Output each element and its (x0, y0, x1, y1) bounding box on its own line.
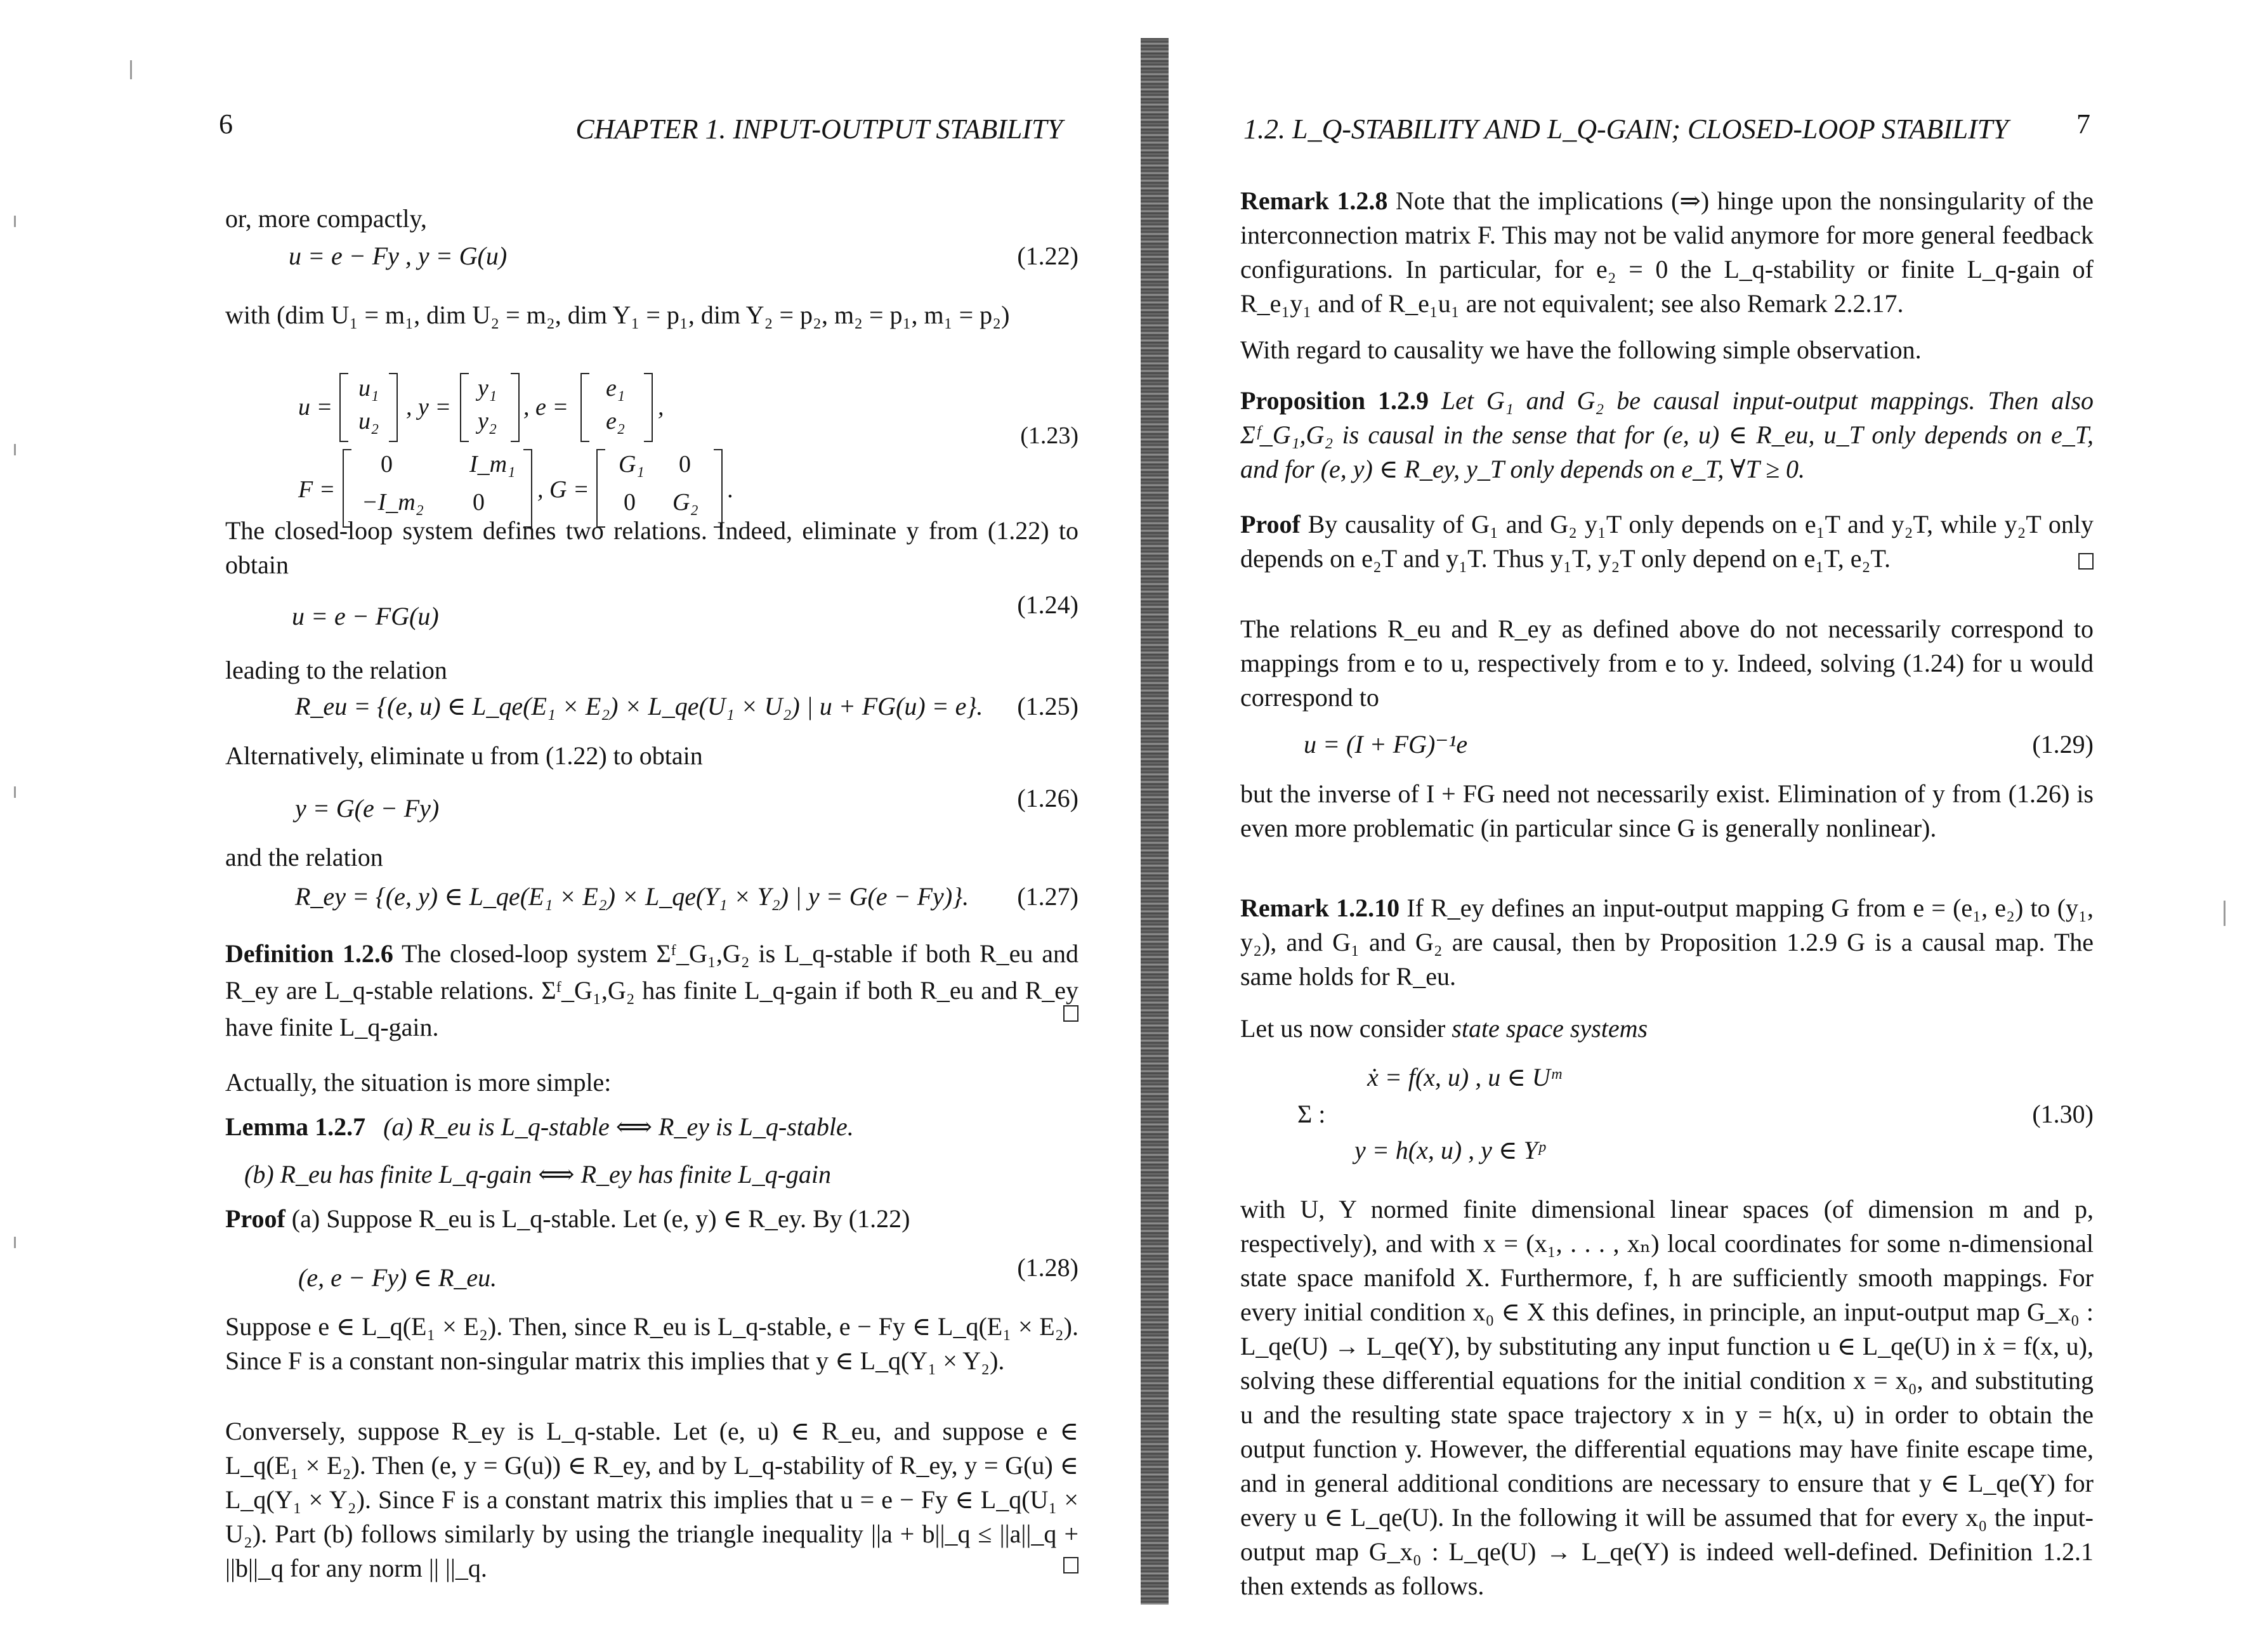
equation-number: (1.26) (1017, 784, 1078, 812)
equation-number: (1.29) (2032, 730, 2094, 759)
paragraph: or, more compactly, (225, 204, 427, 233)
bracket (389, 373, 398, 442)
qed-box (2078, 553, 2094, 570)
equation-number: (1.25) (1017, 692, 1078, 720)
margin-mark (130, 60, 132, 79)
equation-body: R_ey = {(e, y) ∈ L_qe(E₁ × E₂) × L_qe(Y₁ × Y₂) | y = G(e − Fy)}. (295, 882, 969, 911)
paragraph: and the relation (225, 843, 383, 871)
remark-text: Note that the implications (⇒) hinge upon the nonsingularity of the interconnection matrix F. This may not be valid anymore for more general feedback configurations. In particular, for e₂ = 0 the L_q-stability or finite L_q-gain of R_e₁y₁ and of R_e₁u₁ are not equivalent; see also Remark 2.2.17. (1240, 186, 2094, 318)
paragraph: with U, Y normed finite dimensional linear spaces (of dimension m and p, respectively), and with x = (x₁, . . . , xₙ) local coordinates for some n-dimensional state space manifold X. Furthermore, f, h are sufficiently smooth mappings. For every initial condition x₀ ∈ X this defines, in principle, an input-output map G_x₀ : L_qe(U) → L_qe(Y), by substituting any input function u ∈ L_qe(U) in ẋ = f(x, u), solving these differential equations for the initial condition x = x₀, and substituting u and the resulting state space trajectory x in y = h(x, u) in order to obtain the output function y. However, the differential equations may have finite escape time, and in general additional conditions are necessary to ensure that y ∈ L_qe(Y) for every u ∈ L_qe(U). In the following it will be assumed that for every x₀ the input-output map G_x₀ : L_qe(U) → L_qe(Y) is indeed well-defined. Definition 1.2.1 then extends as follows. (1240, 1195, 2094, 1600)
paragraph (1240, 1012, 2094, 1046)
equation-body: u = (I + FG)⁻¹e (1304, 730, 1468, 759)
paragraph: With regard to causality we have the following simple observation. (1240, 335, 1922, 364)
equation-1-30 (1240, 1056, 2094, 1183)
paragraph: The relations R_eu and R_ey as defined above do not necessarily correspond to mappings from e to u, respectively from e to y. Indeed, solving (1.24) for u would correspond to (1240, 615, 2094, 712)
equation-number: (1.27) (1017, 882, 1078, 911)
equation-1-24 (225, 590, 1078, 628)
proof-right (1240, 507, 2094, 576)
punctuation: , (658, 394, 664, 420)
equation-number: (1.28) (1017, 1253, 1078, 1282)
lemma-part-b: (b) R_eu has finite L_q-gain ⟺ R_ey has finite L_q-gain (244, 1160, 832, 1189)
equation-1-27 (225, 882, 1078, 920)
equation-1-25 (225, 691, 1078, 729)
paragraph: with (dim U₁ = m₁, dim U₂ = m₂, dim Y₁ = p₁, dim Y₂ = p₂, m₂ = p₁, m₁ = p₂) (225, 301, 1010, 329)
sigma-label: Σ : (1297, 1100, 1326, 1128)
margin-mark (14, 444, 16, 455)
matrix-entry: 0 (624, 489, 636, 516)
paragraph: Actually, the situation is more simple: (225, 1068, 612, 1097)
equation-body: (e, e − Fy) ∈ R_eu. (298, 1263, 497, 1292)
right-text-column (1240, 0, 2094, 1635)
e-label: , e = (523, 394, 569, 420)
paragraph: Alternatively, eliminate u from (1.22) to obtain (225, 741, 703, 770)
equation-1-28 (225, 1253, 1078, 1291)
paragraph: but the inverse of I + FG need not necessarily exist. Elimination of y from (1.26) is even more problematic (in particular since G is generally nonlinear). (1240, 779, 2094, 842)
u-label: u = (298, 394, 333, 420)
bracket (511, 373, 520, 442)
lemma-part-b-line (244, 1157, 1078, 1192)
right-page (1142, 0, 2268, 1635)
bracket (339, 373, 348, 442)
proposition-label: Proposition 1.2.9 (1240, 386, 1429, 415)
equation-body: R_eu = {(e, u) ∈ L_qe(E₁ × E₂) × L_qe(U₁ × U₂) | u + FG(u) = e}. (295, 692, 983, 720)
page-number: 6 (219, 108, 233, 140)
paragraph: Conversely, suppose R_ey is L_q-stable. Let (e, u) ∈ R_eu, and suppose e ∈ L_q(E₁ × E₂). Then (e, y = G(u)) ∈ R_ey, and by L_q-stability of R_ey, y = G(u) ∈ L_q(Y₁ × Y₂). Since F is a constant matrix this implies that u = e − Fy ∈ L_q(U₁ × U₂). Part (b) follows similarly by using the triangle inequality ||a + b||_q ≤ ||a||_q + ||b||_q for any norm || ||_q. (225, 1417, 1078, 1582)
equation-body: y = G(e − Fy) (295, 794, 440, 823)
definition-text: The closed-loop system Σᶠ_G₁,G₂ is L_q-stable if both R_eu and R_ey are L_q-stable relations. Σᶠ_G₁,G₂ has finite L_q-gain if both R_eu and R_ey have finite L_q-gain. (225, 939, 1078, 1041)
vector-entry: u₁ (358, 375, 379, 401)
matrix-entry: 0 (381, 451, 393, 478)
proof-label: Proof (225, 1204, 285, 1233)
equation-body: u = e − FG(u) (292, 602, 439, 630)
matrix-entry: G₁ (619, 451, 645, 478)
definition-1-2-6 (225, 935, 1078, 1046)
vector-entry: e₂ (606, 408, 626, 434)
remark-1-2-10 (1240, 891, 2094, 994)
page-number: 7 (2076, 108, 2090, 140)
remark-label: Remark 1.2.10 (1240, 894, 1400, 922)
qed-box (1063, 1557, 1078, 1573)
running-header: 1.2. L_Q-STABILITY AND L_Q-GAIN; CLOSED-LOOP STABILITY (1243, 114, 2009, 145)
remark-text: If R_ey defines an input-output mapping G from e = (e₁, e₂) to (y₁, y₂), and G₁ and G₂ are causal, then by Proposition 1.2.9 G is a causal map. The same holds for R_eu. (1240, 894, 2094, 991)
bracket (460, 373, 469, 442)
proposition-1-2-9 (1240, 384, 2094, 486)
vector-entry: y₂ (478, 408, 497, 434)
definition-label: Definition 1.2.6 (225, 939, 393, 968)
vector-entry: y₁ (478, 375, 497, 401)
proof-text: (a) Suppose R_eu is L_q-stable. Let (e, y) ∈ R_ey. By (1.22) (291, 1204, 910, 1233)
left-text-column (225, 0, 1078, 1635)
margin-mark (14, 786, 16, 798)
margin-mark (2224, 901, 2225, 926)
emphasis: state space systems (1452, 1014, 1648, 1043)
equation-body: u = e − Fy , y = G(u) (289, 242, 508, 270)
remark-1-2-8 (1240, 184, 2094, 321)
paragraph: The closed-loop system defines two relations. Indeed, eliminate y from (1.22) to obtain (225, 516, 1078, 579)
bracket (580, 373, 589, 442)
proof-left (225, 1202, 1078, 1236)
margin-mark (14, 216, 16, 227)
paragraph: Suppose e ∈ L_q(E₁ × E₂). Then, since R_eu is L_q-stable, e − Fy ∈ L_q(E₁ × E₂). Since F is a constant non-singular matrix this implies that y ∈ L_q(Y₁ × Y₂). (225, 1312, 1078, 1375)
matrix-entry: −I_m₂ (362, 489, 424, 516)
matrix-entry: 0 (473, 489, 485, 516)
vector-entry: u₂ (358, 408, 379, 434)
y-label: , y = (406, 394, 452, 420)
paragraph-text: Let us now consider (1240, 1014, 1452, 1043)
proof-label: Proof (1240, 510, 1301, 538)
proof-text: By causality of G₁ and G₂ y₁T only depends on e₁T and y₂T, while y₂T only depends on e₂T and y₁T. Thus y₁T, y₂T only depend on e₁T, e₂T. (1240, 510, 2094, 573)
lemma-part-a: (a) R_eu is L_q-stable ⟺ R_ey is L_q-stable. (383, 1112, 854, 1141)
output-equation: y = h(x, u) , y ∈ Yᵖ (1354, 1136, 1545, 1164)
equation-number: (1.24) (1017, 590, 1078, 619)
running-header: CHAPTER 1. INPUT-OUTPUT STABILITY (575, 114, 1063, 145)
bracket (644, 373, 653, 442)
G-label: , G = (537, 476, 589, 503)
equation-1-29 (1240, 729, 2094, 767)
lemma-1-2-7 (225, 1110, 1078, 1144)
state-equation: ẋ = f(x, u) , u ∈ Uᵐ (1367, 1063, 1561, 1091)
equation-number: (1.22) (1017, 242, 1078, 270)
matrix-entry: G₂ (672, 489, 698, 516)
remark-label: Remark 1.2.8 (1240, 186, 1388, 215)
proposition-text: Let G₁ and G₂ be causal input-output mappings. Then also Σᶠ_G₁,G₂ is causal in the sense that for (e, u) ∈ R_eu, u_T only depends on e_T, and for (e, y) ∈ R_ey, y_T only depends on e_T, ∀T ≥ 0. (1240, 386, 2094, 483)
margin-mark (14, 1237, 16, 1248)
punctuation: . (728, 476, 734, 503)
paragraph: leading to the relation (225, 656, 447, 684)
lemma-label: Lemma 1.2.7 (225, 1112, 366, 1141)
matrix-entry: 0 (679, 451, 691, 478)
matrix-entry: I_m₁ (469, 451, 516, 478)
equation-number: (1.30) (2032, 1100, 2094, 1128)
F-label: F = (298, 476, 336, 503)
equation-number: (1.23) (1020, 422, 1078, 449)
vector-entry: e₁ (606, 375, 626, 401)
equation-1-26 (225, 783, 1078, 821)
qed-box (1063, 1005, 1078, 1022)
equation-1-22 (225, 241, 1078, 279)
